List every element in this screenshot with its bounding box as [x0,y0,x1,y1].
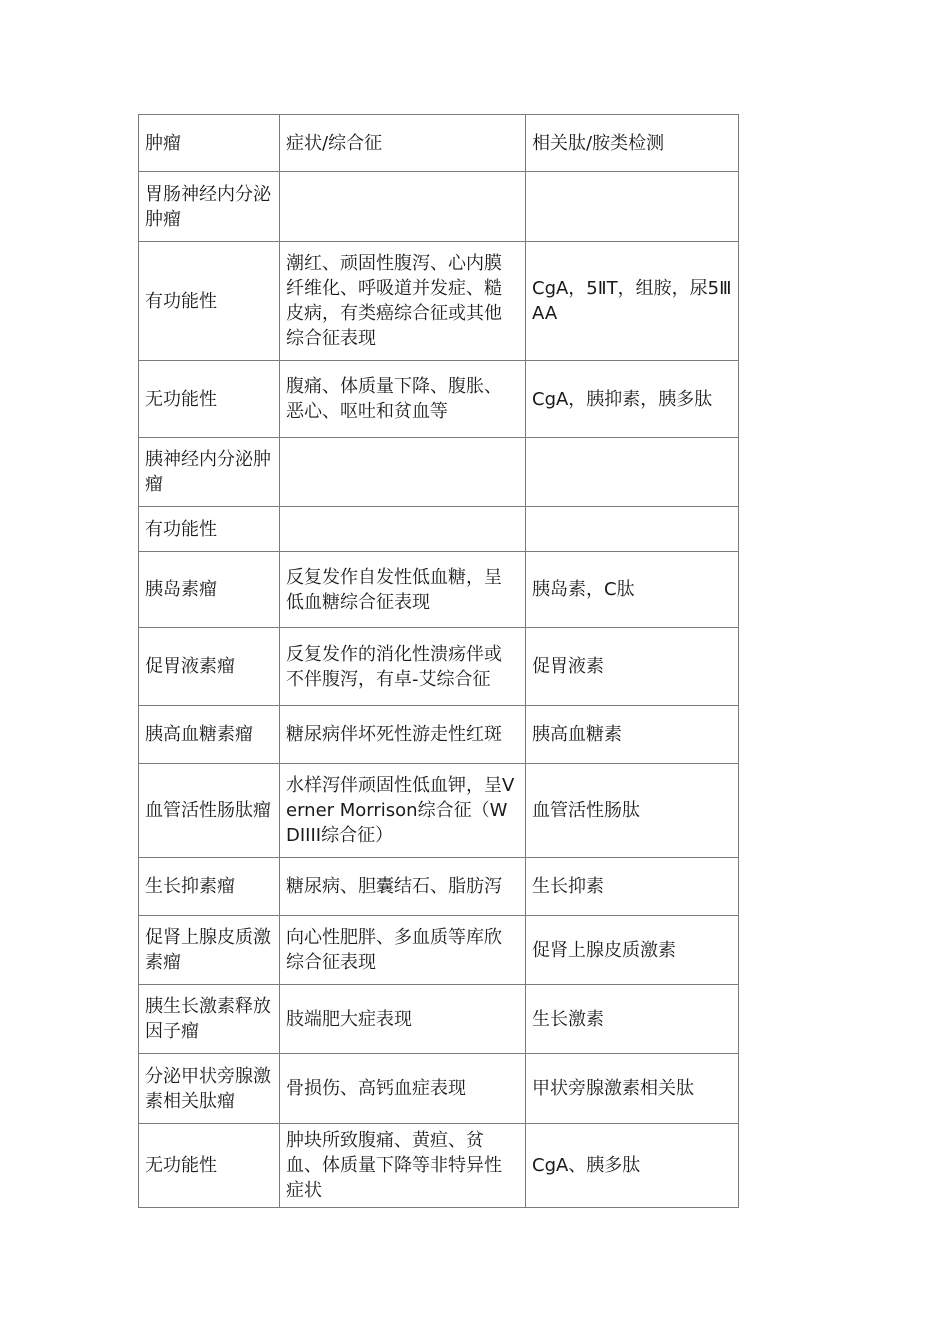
table-row [139,361,739,438]
symptoms-cell: 潮红、顽固性腹泻、心内膜纤维化、呼吸道并发症、糙皮病，有类癌综合征或其他综合征表现 [280,242,526,361]
tumor-cell: 生长抑素瘤 [139,858,280,916]
table-row [139,628,739,706]
header-cell-symptoms: 症状/综合征 [280,115,526,172]
tests-cell: 血管活性肠肽 [526,764,739,858]
symptoms-cell: 水样泻伴顽固性低血钾，呈Verner Morrison综合征（WDIIII综合征） [280,764,526,858]
table-row [139,916,739,985]
header-cell-tumor: 肿瘤 [139,115,280,172]
tests-cell [526,172,739,242]
tumor-cell: 促肾上腺皮质激素瘤 [139,916,280,985]
table-row [139,985,739,1054]
symptoms-cell [280,438,526,507]
table-row [139,242,739,361]
table-header-row [139,115,739,172]
table-row [139,507,739,552]
symptoms-cell [280,507,526,552]
tumor-cell: 胰岛素瘤 [139,552,280,628]
tumor-cell: 分泌甲状旁腺激素相关肽瘤 [139,1054,280,1124]
table-row [139,706,739,764]
symptoms-cell: 肢端肥大症表现 [280,985,526,1054]
symptoms-cell [280,172,526,242]
tests-cell: 胰高血糖素 [526,706,739,764]
symptoms-cell: 反复发作的消化性溃疡伴或不伴腹泻，有卓-艾综合征 [280,628,526,706]
tumor-cell: 胰神经内分泌肿瘤 [139,438,280,507]
table-row [139,858,739,916]
tests-cell: CgA，胰抑素，胰多肽 [526,361,739,438]
symptoms-cell: 骨损伤、高钙血症表现 [280,1054,526,1124]
tumor-cell: 无功能性 [139,1124,280,1208]
table-row [139,1054,739,1124]
tumor-cell: 胰生长激素释放因子瘤 [139,985,280,1054]
tumor-cell: 血管活性肠肽瘤 [139,764,280,858]
table-row [139,172,739,242]
tumor-cell: 有功能性 [139,242,280,361]
tests-cell: 生长激素 [526,985,739,1054]
tests-cell: 生长抑素 [526,858,739,916]
symptoms-cell: 糖尿病、胆囊结石、脂肪泻 [280,858,526,916]
tumor-table [138,114,739,1208]
symptoms-cell: 肿块所致腹痛、黄疸、贫血、体质量下降等非特异性症状 [280,1124,526,1208]
tumor-cell: 胰高血糖素瘤 [139,706,280,764]
tests-cell: 促肾上腺皮质激素 [526,916,739,985]
table-row [139,1124,739,1208]
tests-cell: CgA、胰多肽 [526,1124,739,1208]
tests-cell [526,438,739,507]
tumor-cell: 胃肠神经内分泌肿瘤 [139,172,280,242]
tumor-cell: 促胃液素瘤 [139,628,280,706]
symptoms-cell: 糖尿病伴坏死性游走性红斑 [280,706,526,764]
symptoms-cell: 向心性肥胖、多血质等库欣综合征表现 [280,916,526,985]
tests-cell: 促胃液素 [526,628,739,706]
tests-cell: 甲状旁腺激素相关肽 [526,1054,739,1124]
symptoms-cell: 反复发作自发性低血糖，呈低血糖综合征表现 [280,552,526,628]
tumor-cell: 有功能性 [139,507,280,552]
table-row [139,552,739,628]
table-row [139,764,739,858]
table-row [139,438,739,507]
header-cell-tests: 相关肽/胺类检测 [526,115,739,172]
symptoms-cell: 腹痛、体质量下降、腹胀、恶心、呕吐和贫血等 [280,361,526,438]
tests-cell: CgA，5ⅡT，组胺，尿5ⅢAA [526,242,739,361]
tumor-cell: 无功能性 [139,361,280,438]
tests-cell: 胰岛素，C肽 [526,552,739,628]
tests-cell [526,507,739,552]
